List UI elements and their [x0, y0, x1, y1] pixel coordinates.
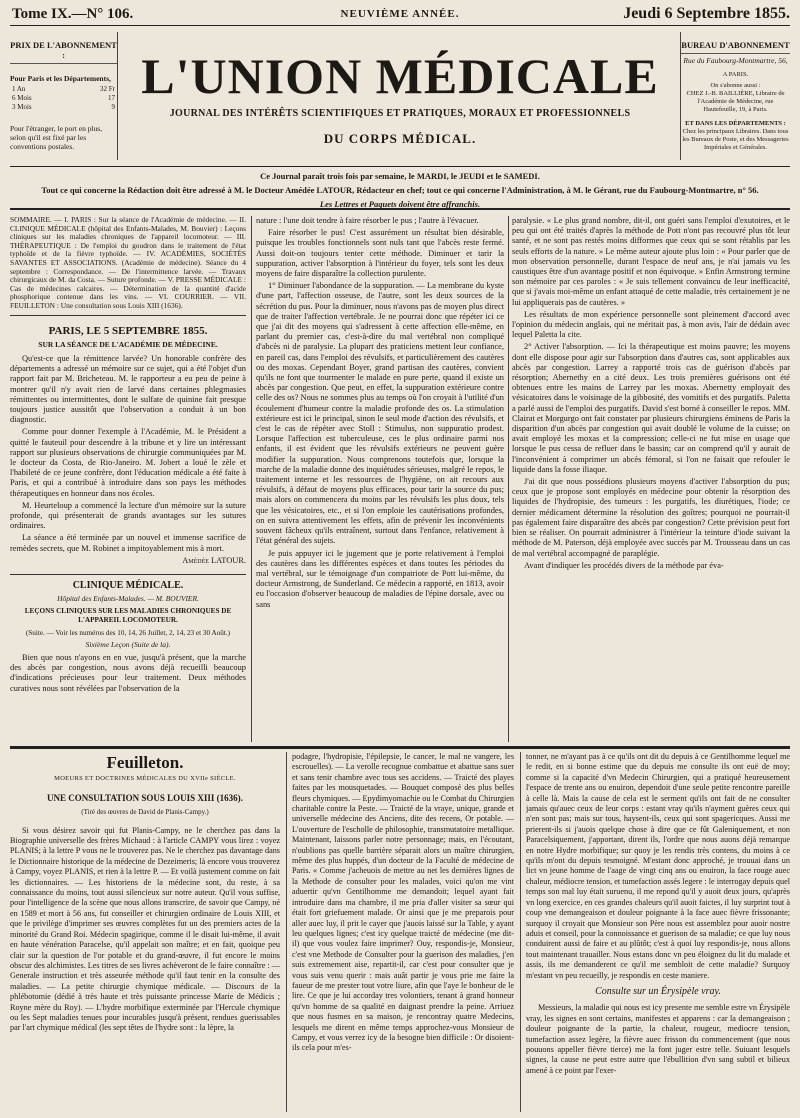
- top-line: [10, 4, 790, 26]
- office-departments: ET DANS LES DÉPARTEMENTS :: [685, 120, 786, 127]
- feuilleton-column-1: [10, 752, 280, 1112]
- paragraph: Les résultats de mon expérience personnelle sont pleinement d'accord avec l'opinion du médecin anglais, qui ne méritait pas, à mon avis, l'air de dédain avec lequel Paletta la cite.: [512, 309, 790, 340]
- price-value: 9: [111, 103, 115, 111]
- paragraph: Bien que nous n'ayons en en vue, jusqu'à présent, que la marche des abcès par congestion, nous avons déjà recueilli beaucoup d'indications précieuses pour leur traitement. Deux méthodes curatives nous sont révélées par l'observation de la: [10, 653, 246, 693]
- article-column-3: [512, 216, 790, 742]
- foreign-note: Pour l'étranger, le port en plus, selon qu'il est fixé par les conventions postales.: [10, 124, 103, 151]
- feuilleton-column-3: [526, 752, 790, 1112]
- clinique-heading: CLINIQUE MÉDICALE.: [10, 574, 246, 591]
- paragraph: Faire résorber le pus! C'est assurément un résultat bien désirable, puisque les troubles fonctionnels sont nuls tant que l'abcès reste fermé. Aussi doit-on toujours tenter cette méthode. Diminuer et tarir la suppuration, activer l'absorption à l'intérieur du foyer, tels sont les deux moyens de faire disparaître la collection purulente.: [256, 228, 504, 279]
- paragraph: paralysie. « Le plus grand nombre, dit-il, ont guéri sans l'emploi d'exutoires, et le peu qui ont été traités d'après la méthode de Pott n'ont pas recouvré plus tôt leur santé, et ne sont pas restés moins difformes que ceux qui se sont rétablis par les seuls efforts de la nature. » Le même auteur ajoute plus loin : « Pour parler que de mon observation personnelle, durant l'espace de neuf ans, je n'ai jamais vu les caustiques être d'un avantage positif et non équivoque. » Enfin Armstrong termine son mémoire par ces paroles : « Je suis tellement convaincu de leur inefficacité, que si j'avais moi-même un enfant attaqué de cette maladie, très certainement je ne lui appliquerais pas de cautères. »: [512, 216, 790, 307]
- feuilleton-title: UNE CONSULTATION SOUS LOUIS XIII (1636).: [47, 792, 243, 803]
- notice-line-2: Tout ce qui concerne la Rédaction doit être adressé à M. le Docteur Amédée LATOUR, Rédacteur en chef; tout ce qui concerne l'Administration, à M. le Gérant, rue du Faubourg-Montmartre, n° 56.: [41, 185, 759, 195]
- office-publisher: CHEZ J.-B. BAILLIÈRE, Libraire de l'Académie de Médecine, rue Hautefeuille, 19, à Paris.: [686, 90, 785, 113]
- paragraph: Je puis appuyer ici le jugement que je porte relativement à l'emploi des cautères dans les différentes espèces et dans toutes les périodes du mal vertébral, sur le témoignage d'un compatriote de Pott lui-même, du docteur Armstrong, de Sunderland. Ce médecin a rapporté, en 1813, avoir eu l'occasion d'observer beaucoup de maladies de l'épine dorsale, avec ou sans: [256, 548, 504, 609]
- clinique-hospital: Hôpital des Enfants-Malades. — M. BOUVIER.: [57, 594, 199, 604]
- paragraph: 1° Diminuer l'abondance de la suppuration. — La membrane du kyste d'une part, l'affection osseuse, de l'autre, sont les deux sources de la sécrétion du pus. Pour la diminuer, nous n'avons pas de moyen plus direct que de traiter l'affection vertébrale. Je ne pourrai donc que répéter ici ce que j'ai dit des moyens qui s'adressent à cette affection elle-même, en parlant du premier cas, c'est-à-dire du mal vertébral non compliqué d'abcès ni de paralysie. La plupart des praticiens mettent leur confiance, en pareil cas, dans l'emploi des révulsifs, et particulièrement des cautères ou des moxas. Cependant Boyer, grand partisan des cautères, convient qu'ils ne font que tourmenter le malade en pure perte, quand il existe un abcès par congestion. Que peut, en effet, la suppuration extérieure contre celle des os? Nous ne sommes plus au temps où l'on croyait à l'utilité d'un écoulement d'humeur contre la maladie profonde des os. La stimulation extérieure est ici le principal, sinon le seul mode d'action des révulsifs, et c'est le cas de répéter avec Stoll : Stimulus, non suppuratio prodest. Lorsque l'affection est tuberculeuse, ces le plus ordinaire parmi nos enfants, il est évident que les révulsifs extérieurs ne peuvent guère modifier la suppuration. Nous comprenons toutefois que, lorsque la marche de la maladie donne des inquiétudes sérieuses, malgré le repos, le traitement interne et les ressources de l'hygiène, on ait recours aux révulsifs, à défaut de moyens plus efficaces, pour tarir la source du pus; mais alors on commencera du moins par les révulsifs les plus doux, tels que les vésicatoires, etc., et si l'on emploie les cautérisations profondes, on en suivra attentivement les effets, afin de prévenir les inconvénients souvent fâcheux qu'ils entraînent, surtout dans l'enfance, relativement à l'état général des sujets.: [256, 281, 504, 546]
- column-divider: [508, 216, 509, 742]
- paragraph: 2° Activer l'absorption. — Ici la thérapeutique est moins pauvre; les moyens dont elle dispose pour agir sur l'absorption dans d'autres cas, sont applicables aux abcès par congestion. Larrey a rapporté trois cas de guérison d'abcès par résorption; Abernethy en a cité deux. Les trois premières guérisons ont été obtenues entre les mains de Larrey par les moxas. Abernetty employait des vésicatoires dans le voisinage de la gibbosité, des vomitifs et des purgatifs. Paletta a parlé aussi de l'emploi des purgatifs. David s'est borné à conseiller le repos. MM. Clairat et Morgurgo ont fait constater par plusieurs chirurgiens éminens de Paris la disparition d'un abcès par congestion qui avait doublé le volume de la cuisse; on avait employé les moxas et la compression; celle-ci ne fut mise en usage que lorsque le pus cessa de refluer dans le bassin; car on comprend qu'il y aurait de l'inconvénient à comprimer un abcès fémoral, si l'on ne faisait que refouler le liquide dans la fosse iliaque.: [512, 342, 790, 474]
- notice-line-3: Les Lettres et Paquets doivent être affranchis.: [319, 199, 481, 209]
- subscription-heading: PRIX DE L'ABONNEMENT :: [10, 40, 117, 64]
- price-row: [10, 103, 117, 112]
- column-divider: [286, 752, 287, 1112]
- issue-date: Jeudi 6 Septembre 1855.: [623, 5, 790, 22]
- price-row: [10, 94, 117, 103]
- column-divider: [520, 752, 521, 1112]
- notice-line-1: Ce Journal paraît trois fois par semaine, le MARDI, le JEUDI et le SAMEDI.: [260, 171, 540, 181]
- price-value: 17: [108, 94, 115, 102]
- office-heading: BUREAU D'ABONNEMENT: [681, 40, 790, 54]
- paragraph: M. Heurteloup a commencé la lecture d'un mémoire sur la suture profonde, qui présenterait de grands avantages sur les sutures ordinaires.: [10, 500, 246, 531]
- price-label: 3 Mois: [12, 103, 32, 111]
- subscription-prices: [10, 32, 118, 160]
- price-value: 32 Fr: [100, 85, 115, 93]
- consulte-heading: Consulte sur un Érysipèle vray.: [595, 985, 721, 997]
- paragraph: J'ai dit que nous possédions plusieurs moyens d'activer l'absorption du pus; ceux que je propose sont employés en médecine pour obtenir la résorption des liquides de l'hydropisie, des tumeurs : les purgatifs, les diurétiques, l'iode; ce dernier médicament détermine la résolution des goîtres; pourquoi ne pourrait-il pas également faire disparaître des abcès par congestion? Cette prévision peut fort bien se réaliser. On pourrait administrer à l'intérieur la teinture d'iode suivant la méthode de M. Paterson, déjà employée avec succès par M. Trousseau dans un cas de mal vertébral accompagné de paraplégie.: [512, 477, 790, 558]
- paragraph: Comme pour donner l'exemple à l'Académie, M. le Président a quitté le fauteuil pour descendre à la tribune et y lire un intéressant rapport sur plusieurs observations de chirurgie communiquées par M. le docteur da Costa, de Rio-Janeiro. M. Jobert a loué le zèle et l'habileté de ce jeune confrère, dont l'éducation médicale a été faite à Paris, et qui a contribué à introduire dans son pays les méthodes thérapeutiques en honneur dans nos écoles.: [10, 427, 246, 498]
- paragraph: Qu'est-ce que la rémittence larvée? Un honorable confrère des départements a adressé un mémoire sur ce sujet, qui a été l'objet d'un rapport fait par M. Bricheteau. M. le rapporteur a eu peu de peine à montrer qu'il n'y avait rien de larvé dans certaines phlegmasies rémittentes ou intermittentes, dont le sulfate de quinine fait presque toujours justice aussitôt que l'observation a conduit à un bon diagnostic.: [10, 353, 246, 425]
- feuilleton-separator: [10, 746, 790, 749]
- table-of-contents: SOMMAIRE. — I. PARIS : Sur la séance de l'Académie de médecine. — II. CLINIQUE MÉDICALE (hôpital des Enfants-Malades, M. Bouvier) : Leçons cliniques sur les maladies chroniques de l'appareil locomoteur. — III. THÉRAPEUTIQUE : De l'emploi du goudron dans le traitement de l'état typhoïde et de la fièvre typhoïde. — IV. ACADÉMIES, SOCIÉTÉS SAVANTES ET ASSOCIATIONS. (Académie de médecine). Séance du 4 septembre : Correspondance. — De l'intermittence larvée. — Travaux chirurgicaux de M. da Costa. — Suture profonde. — V. PRESSE MÉDICALE : Cas de médecines calcaires. — Détermination de la quantité d'acide phosphorique contenue dans les vins. — VI. COURRIER. — VII. FEUILLETON : Une consultation sous Louis XIII (1636).: [10, 216, 246, 316]
- price-row: [10, 85, 117, 94]
- office-address: Rue du Faubourg-Montmartre, 56,: [683, 56, 788, 65]
- clinique-references: (Suite. — Voir les numéros des 10, 14, 26 Juillet, 2, 14, 23 et 30 Août.): [25, 628, 231, 637]
- price-label: 6 Mois: [12, 94, 32, 102]
- newspaper-subtitle: JOURNAL DES INTÉRÊTS SCIENTIFIQUES ET PRATIQUES, MORAUX ET PROFESSIONNELS: [169, 108, 631, 119]
- paris-subheading: SUR LA SÉANCE DE L'ACADÉMIE DE MÉDECINE.: [38, 339, 218, 349]
- paragraph: tonner, ne m'ayant pas à ce qu'ils ont dit du depuis à ce Gentilhomme lequel me le redit, en si bonne estime que du depuis me consulte ils ont euë de moy; comme si la capacité d'vn Medecin Chirurgien, qui a pratiqué heureusement l'espace de trente ans ou enuiron, dependoit d'une seule petite rencontre pareille à celle là. Mais la cause de cela est le serment qu'ils ont fait de ne consulter jamais qu'auec ceux de leur corps : estant vray qu'ils n'ayment guères ceux qui n'en sont pas; mais sur tous, haysent-ils, ceux qui sont spagericques. Aussi me prierent-ils si j'auois quelque chose à dire que ce fût Galeniquement, et non Paracelsiquement, j'apportant, dirent ils, l'ordre que nous auons déjà remarque en notre Hydre morbifique; sur quoy je les rendis très contens, du moins à ce qu'ils m'ont du depuis tesmoigné. M'estant donc approché, je trouuai dans un lict vn jeune homme de l'aage de vingt cinq ans ou enuiron, la face rouge auec chaleur, médiocre tension, et tumefaction assés legere : le interrogay depuis quel temps son mal luy était suruenu, il me repond qu'il y auoit deux jours, qu'après vn long exercice, en ces grandes chaleurs qu'il auoit faictes, il luy surprint tout à coup vne demangeaison et douleur poignante à la face auec fièvre frissonante; surquoy il croyait que Monsieur son Père nous est assemblez pour auoir nostre aduis et conseil, pour la connoissance et guerison de sa maladie; ce que luy nous conduirent aussi de faire et au plûtôt; c'est à quoi luy respondis-je, nous allons tout maintenant trauailler. Nous estans donc vn peu éloignez du lit du malade et assis, ils me demanderent ce qu'il me sembloit de cette maladie? Surquoy m'estant vn peu recueilly, je respondis en ceste maniere.: [526, 752, 790, 980]
- column-divider: [251, 216, 252, 742]
- office-city: A PARIS.: [722, 71, 749, 78]
- subscription-office: [680, 32, 790, 160]
- paris-heading: PARIS, LE 5 SEPTEMBRE 1855.: [48, 324, 208, 337]
- feuilleton-heading: Feuilleton.: [106, 753, 184, 772]
- price-label: 1 An: [12, 85, 26, 93]
- newspaper-subtitle-2: DU CORPS MÉDICAL.: [323, 131, 477, 146]
- masthead: [10, 32, 790, 160]
- paragraph: podagre, l'hydropisie, l'épilepsie, le cancer, le mal ne vangere, les escrouelles). — La verolle recognue combattue et abattue sans suer et sans tenir chambre avec tous ses accidens. — Traicté des playes faites par les mousquetades. — Bouquet composé des plus belles fleurs chymiques. — Epydimyomachie ou le Combat du Chirurgien charitable contre la Peste. — Traicté de la vraye, unique, grande et universelle médecine des Anciens, dite des recens, Or potable. — L'ouverture de l'escholle de philosophie, transmutatoire metallique. Maintenant, laissons parler notre personnage; mais, en l'écoutant, n'oublions pas quelle barrière séparait alors un maître chirurgien, même des plus huppés, d'un docteur de la Faculté de médecine de Paris. « Comme j'acheuois de mettre au net les dernières lignes de la Methode de consulter pour les malades, voici qu'on me vint aduertir qu'vn Gentilhomme me demandoit; lequel ayant fait introduire dans ma chambre, il me pria d'aller visiter sa sœur qui était fort griefuement malade. Or ainsi que je me preparois pour aller auec luy, il prit le cayer que j'auois laissé sur la Table, y ayant leu quelques lignes; c'est icy quelque traicté de médecine (me dit-il) que vous voulez faire imprimer? Ouy, respondis-je, Monsieur, c'est vne Methode de Consulter pour la guerison des maladies, j'en suis extremement aise, repartit-il, car c'est pour consulter que je vous suis venu querir : mais auât partir je vous prie me faire la faueur de me prester tout votre liure, afin que l'aye le bonheur de le lire. Ce que je lui accorday tres volontiers, tenant à grand honneur qu'vn homme de sa qualité en daignast prendre la peine. Arriuez que nous fusmes en sa maison, je rencontray quatre Medecins, lesquels me dirent en même temps approchez-vous Monsieur de Campy, et vous verrez icy de la besogne bien difficile : Or disoient-ils cela pour m'es-: [292, 752, 514, 1053]
- clinique-lecture-title: LEÇONS CLINIQUES SUR LES MALADIES CHRONIQUES DE L'APPAREIL LOCOMOTEUR.: [24, 607, 232, 624]
- publication-notice: [10, 166, 790, 210]
- paragraph: La séance a été terminée par un nouvel et immense sacrifice de remèdes secrets, que M. Robinet a impitoyablement mis à mort.: [10, 533, 246, 553]
- paragraph: Messieurs, la maladie qui nous est icy presente me semble estre vn Érysipèle vray, les signes en sont certains, manifestes et apparens : car la demangeaison ; douleur poignante de la partie, la chaleur, rougeur, mediocre tension, tumefaction assez legère, la fièvre auec frisson du commencement (que nous pouuons appeller fièvre tierce) me la font juger estre telle. Suiuant lesquels signes, la cause ne peut estre autre que l'ébullition d'vn sang subtil et bilieux amené à ce point par l'exer-: [526, 1003, 790, 1075]
- feuilleton-column-2: [292, 752, 514, 1112]
- author-signature: Amédée LATOUR.: [182, 555, 246, 565]
- clinique-lesson: Sixième Leçon (Suite de la).: [85, 639, 171, 649]
- masthead-title-block: [122, 32, 678, 147]
- feuilleton-source: (Tiré des œuvres de David de Planis-Campy.): [81, 808, 209, 817]
- article-column-1: [10, 216, 246, 742]
- feuilleton-subheading: MOEURS ET DOCTRINES MÉDICALES DU XVIIe SIÈCLE.: [54, 775, 236, 783]
- office-departments-detail: Chez les principaux Libraires. Dans tous les Bureaux de Poste, et des Messageries Impériales et Générales.: [682, 128, 789, 151]
- article-column-2: [256, 216, 504, 742]
- price-table: [10, 85, 117, 112]
- paragraph: Si vous désirez savoir qui fut Planis-Campy, ne le cherchez pas dans la Biographie universelle des frères Michaud : à l'article CAMPY vous lirez : voyez PLANIS; à la lettre P vous ne le trouverez pas. Ne le cherchez pas davantage dans le Dictionnaire historique de la médecine de Dezeimeris; là encore vous trouverez à Campy, voyez PLANIS, et rien à la lettre P. — Et voilà justement comme on fait les dictionnaires. — Les historiens de la médecine sont, du reste, à sa connaissance du moins, tout aussi silencieux sur notre auteur. Qu'il vous suffise, pour l'intelligence de la scène que nous allons transcrire, de savoir que Campy, né en 1589 et mort à 56 ans, fut conseiller et chirurgien ordinaire de Louis XIII, et que le privilège d'imprimer ses œuvres complètes fut un des premiers actes de la minorité du Grand Roi. Médecin spagirique, comme il le disait lui-même, il avait en haute vénération Paracelse, qu'il appelait son maître; et en fait, quoique peu clair sur la question de l'or potable et du grand-œuvre, il fut encore le moins obscur des alchimistes. Les titres de ses livres achèveront de le faire connaître : — Generale instruction et très asseurée méthode qu'il faut tenir en la consulte des maladies. — La petite chirurgie chymique médicale. — Discours de la phlébotomie (dédié à très haute et très puissante princesse Marie de Médicis ; Royne mère du Roy). — L'hydre morbifique exterminée par l'Hercule chymique ou les Sept maladies tenues pour incurables jusqu'à présent, rendues guerissables par l'art chymique médical (les sept têtes de l'hydre sont : la lèpre, la: [10, 825, 280, 1033]
- subscription-sub: Pour Paris et les Départements,: [10, 74, 111, 83]
- paragraph: nature : l'une doit tendre à faire résorber le pus ; l'autre à l'évacuer.: [256, 216, 479, 225]
- issue-number: Tome IX.—N° 106.: [12, 6, 134, 22]
- year-label: NEUVIÈME ANNÉE.: [340, 8, 460, 20]
- newspaper-title: L'UNION MÉDICALE: [141, 48, 659, 104]
- office-also: On s'abonne aussi :: [710, 82, 761, 89]
- paragraph: Avant d'indiquer les procédés divers de la méthode par éva-: [524, 560, 724, 570]
